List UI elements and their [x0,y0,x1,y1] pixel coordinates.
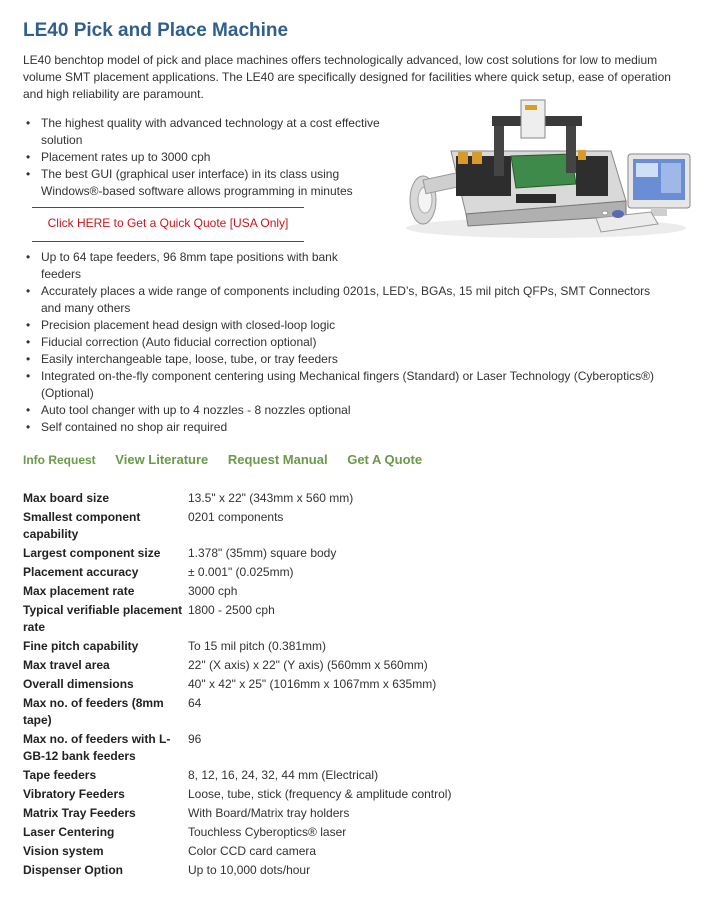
spec-value: To 15 mil pitch (0.381mm) [188,639,327,653]
spec-label: Fine pitch capability [23,639,139,653]
spec-value: 96 [188,732,202,746]
table-row [23,731,668,767]
spec-value: 64 [188,696,202,710]
specifications-table [23,490,668,881]
spec-label: Max travel area [23,658,110,672]
table-row [23,824,668,843]
quick-quote-link[interactable]: Click HERE to Get a Quick Quote [USA Only] [47,216,289,230]
table-row [23,602,668,638]
table-row [23,843,668,862]
spec-label: Max no. of feeders (8mm tape) [23,696,164,727]
spec-label: Dispenser Option [23,863,124,877]
spec-label: Max board size [23,491,110,505]
table-row [23,564,668,583]
table-row [23,657,668,676]
quick-quote-banner [32,207,304,242]
table-row [23,862,668,881]
spec-label: Placement accuracy [23,565,139,579]
info-request-link[interactable]: Info Request [23,453,96,467]
spec-value: 1800 - 2500 cph [188,603,275,617]
action-links [23,452,438,467]
list-item: • Integrated on-the-fly component centering using Mechanical fingers (Standard) or Laser Technology (Cyberoptics®) (Optional) [26,369,654,400]
table-row [23,583,668,602]
list-item: • Precision placement head design with closed-loop logic [26,318,336,332]
spec-value: With Board/Matrix tray holders [188,806,350,820]
feature-list-bottom [23,249,673,436]
spec-label: Typical verifiable placement rate [23,603,183,634]
spec-value: 13.5" x 22" (343mm x 560 mm) [188,491,354,505]
spec-value: 40" x 42" x 25" (1016mm x 1067mm x 635mm) [188,677,437,691]
spec-value: ± 0.001" (0.025mm) [188,565,294,579]
list-item: • Easily interchangeable tape, loose, tube, or tray feeders [26,352,338,366]
spec-value: Up to 10,000 dots/hour [188,863,311,877]
spec-value: 0201 components [188,510,284,524]
spec-label: Laser Centering [23,825,115,839]
page-title: LE40 Pick and Place Machine [23,20,289,41]
spec-value: 22" (X axis) x 22" (Y axis) (560mm x 560mm) [188,658,428,672]
list-item: • Auto tool changer with up to 4 nozzles - 8 nozzles optional [26,403,351,417]
spec-label: Largest component size [23,546,161,560]
table-row [23,638,668,657]
spec-label: Vision system [23,844,104,858]
spec-value: 1.378" (35mm) square body [188,546,337,560]
get-a-quote-link[interactable]: Get A Quote [347,452,423,467]
list-item: • Fiducial correction (Auto fiducial correction optional) [26,335,317,349]
spec-value: Loose, tube, stick (frequency & amplitude control) [188,787,452,801]
spec-label: Smallest component capability [23,510,141,541]
list-item: • Placement rates up to 3000 cph [26,150,211,164]
table-row [23,805,668,824]
table-row [23,786,668,805]
request-manual-link[interactable]: Request Manual [227,452,328,467]
list-item: • Self contained no shop air required [26,420,228,434]
spec-label: Matrix Tray Feeders [23,806,136,820]
spec-label: Max no. of feeders with L-GB-12 bank feeders [23,732,171,763]
list-item: • The highest quality with advanced technology at a cost effective solution [26,116,380,147]
spec-value: Color CCD card camera [188,844,317,858]
spec-value: 3000 cph [188,584,238,598]
table-row [23,545,668,564]
spec-label: Max placement rate [23,584,135,598]
list-item: • The best GUI (graphical user interface) in its class using Windows®-based software allows programming in minutes [26,167,353,198]
view-literature-link[interactable]: View Literature [115,452,209,467]
spec-label: Overall dimensions [23,677,134,691]
table-row [23,767,668,786]
spec-label: Tape feeders [23,768,97,782]
pick-and-place-machine-image [396,96,696,246]
list-item: • Up to 64 tape feeders, 96 8mm tape positions with bank feeders [26,250,338,281]
intro-paragraph: LE40 benchtop model of pick and place machines offers technologically advanced, low cost solutions for low to medium volume SMT placement applications. The LE40 are specifically designed for facilities where quick setup, ease of operation and high reliability are paramount. [23,53,671,101]
table-row [23,695,668,731]
list-item: • Accurately places a wide range of components including 0201s, LED’s, BGAs, 15 mil pitch QFPs, SMT Connectors and many others [26,284,651,315]
table-row [23,490,668,509]
table-row [23,509,668,545]
table-row [23,676,668,695]
spec-label: Vibratory Feeders [23,787,125,801]
spec-value: Touchless Cyberoptics® laser [188,825,347,839]
feature-list-top [23,115,393,200]
spec-value: 8, 12, 16, 24, 32, 44 mm (Electrical) [188,768,379,782]
